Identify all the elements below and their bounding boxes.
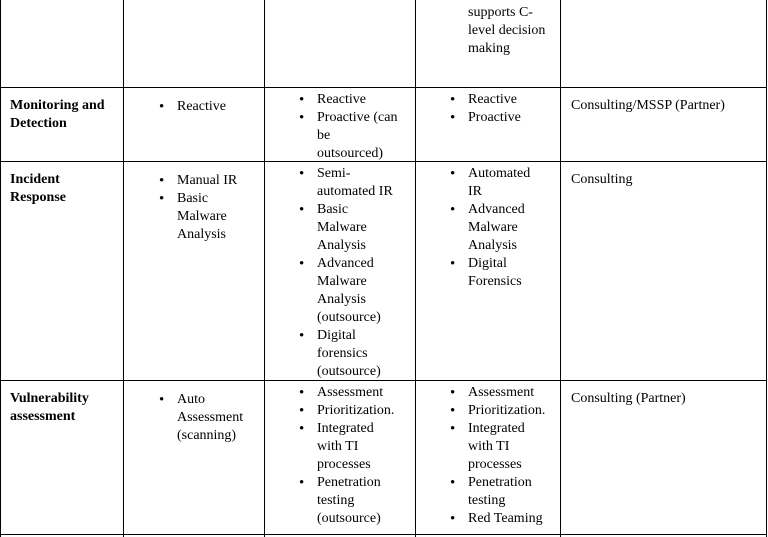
- list-item: • Reactive: [317, 91, 397, 109]
- monitoring-col1: [177, 98, 226, 116]
- list-item: • Reactive: [468, 91, 521, 109]
- list-item: • Digital Forensics: [468, 255, 530, 291]
- bullet-list: [317, 91, 397, 163]
- table-border-bottom: [0, 534, 767, 535]
- row-label-vulnerability: Vulnerability assessment: [10, 391, 89, 424]
- row-label-incident-response: Incident Response: [10, 172, 67, 205]
- bullet-list: [317, 165, 393, 381]
- table-column-divider-2: [264, 0, 265, 537]
- top-row-col3-text: supports C- level decision making: [468, 5, 546, 56]
- list-item: • Semi- automated IR: [317, 165, 393, 201]
- table-column-divider-4: [560, 0, 561, 537]
- list-item: • Red Teaming: [468, 510, 545, 528]
- list-item: • Auto Assessment (scanning): [177, 391, 243, 445]
- list-item: • Prioritization.: [317, 402, 394, 420]
- table-row-divider-1: [0, 87, 767, 88]
- list-item: • Penetration testing (outsource): [317, 474, 394, 528]
- vulnerability-col2: [317, 384, 394, 528]
- vulnerability-col3: [468, 384, 545, 528]
- monitoring-col2: [317, 91, 397, 163]
- list-item: • Reactive: [177, 98, 226, 116]
- bullet-list: [177, 172, 237, 244]
- bullet-list: [468, 165, 530, 291]
- monitoring-col4: Consulting/MSSP (Partner): [571, 98, 725, 113]
- list-item: • Advanced Malware Analysis (outsource): [317, 255, 393, 327]
- list-item: • Assessment: [317, 384, 394, 402]
- bullet-list: [468, 91, 521, 127]
- bullet-list: [177, 98, 226, 116]
- list-item: • Proactive (can be outsourced): [317, 109, 397, 163]
- table-border-right: [766, 0, 767, 537]
- list-item: • Digital forensics (outsource): [317, 327, 393, 381]
- list-item: • Advanced Malware Analysis: [468, 201, 530, 255]
- vulnerability-col1: [177, 391, 243, 445]
- monitoring-col3: [468, 91, 521, 127]
- incident-col1: [177, 172, 237, 244]
- bullet-list: [468, 384, 545, 528]
- incident-col4: Consulting: [571, 172, 633, 187]
- vulnerability-col4: Consulting (Partner): [571, 391, 686, 406]
- list-item: • Basic Malware Analysis: [317, 201, 393, 255]
- list-item: • Prioritization.: [468, 402, 545, 420]
- list-item: • Integrated with TI processes: [468, 420, 545, 474]
- list-item: • Proactive: [468, 109, 521, 127]
- bullet-list: [177, 391, 243, 445]
- table-column-divider-1: [123, 0, 124, 537]
- list-item: • Basic Malware Analysis: [177, 190, 237, 244]
- incident-col3: [468, 165, 530, 291]
- table-border-left: [0, 0, 1, 537]
- row-label-monitoring: Monitoring and Detection: [10, 98, 105, 131]
- list-item: • Assessment: [468, 384, 545, 402]
- list-item: • Penetration testing: [468, 474, 545, 510]
- table-column-divider-3: [415, 0, 416, 537]
- list-item: • Integrated with TI processes: [317, 420, 394, 474]
- list-item: • Automated IR: [468, 165, 530, 201]
- list-item: • Manual IR: [177, 172, 237, 190]
- bullet-list: [317, 384, 394, 528]
- incident-col2: [317, 165, 393, 381]
